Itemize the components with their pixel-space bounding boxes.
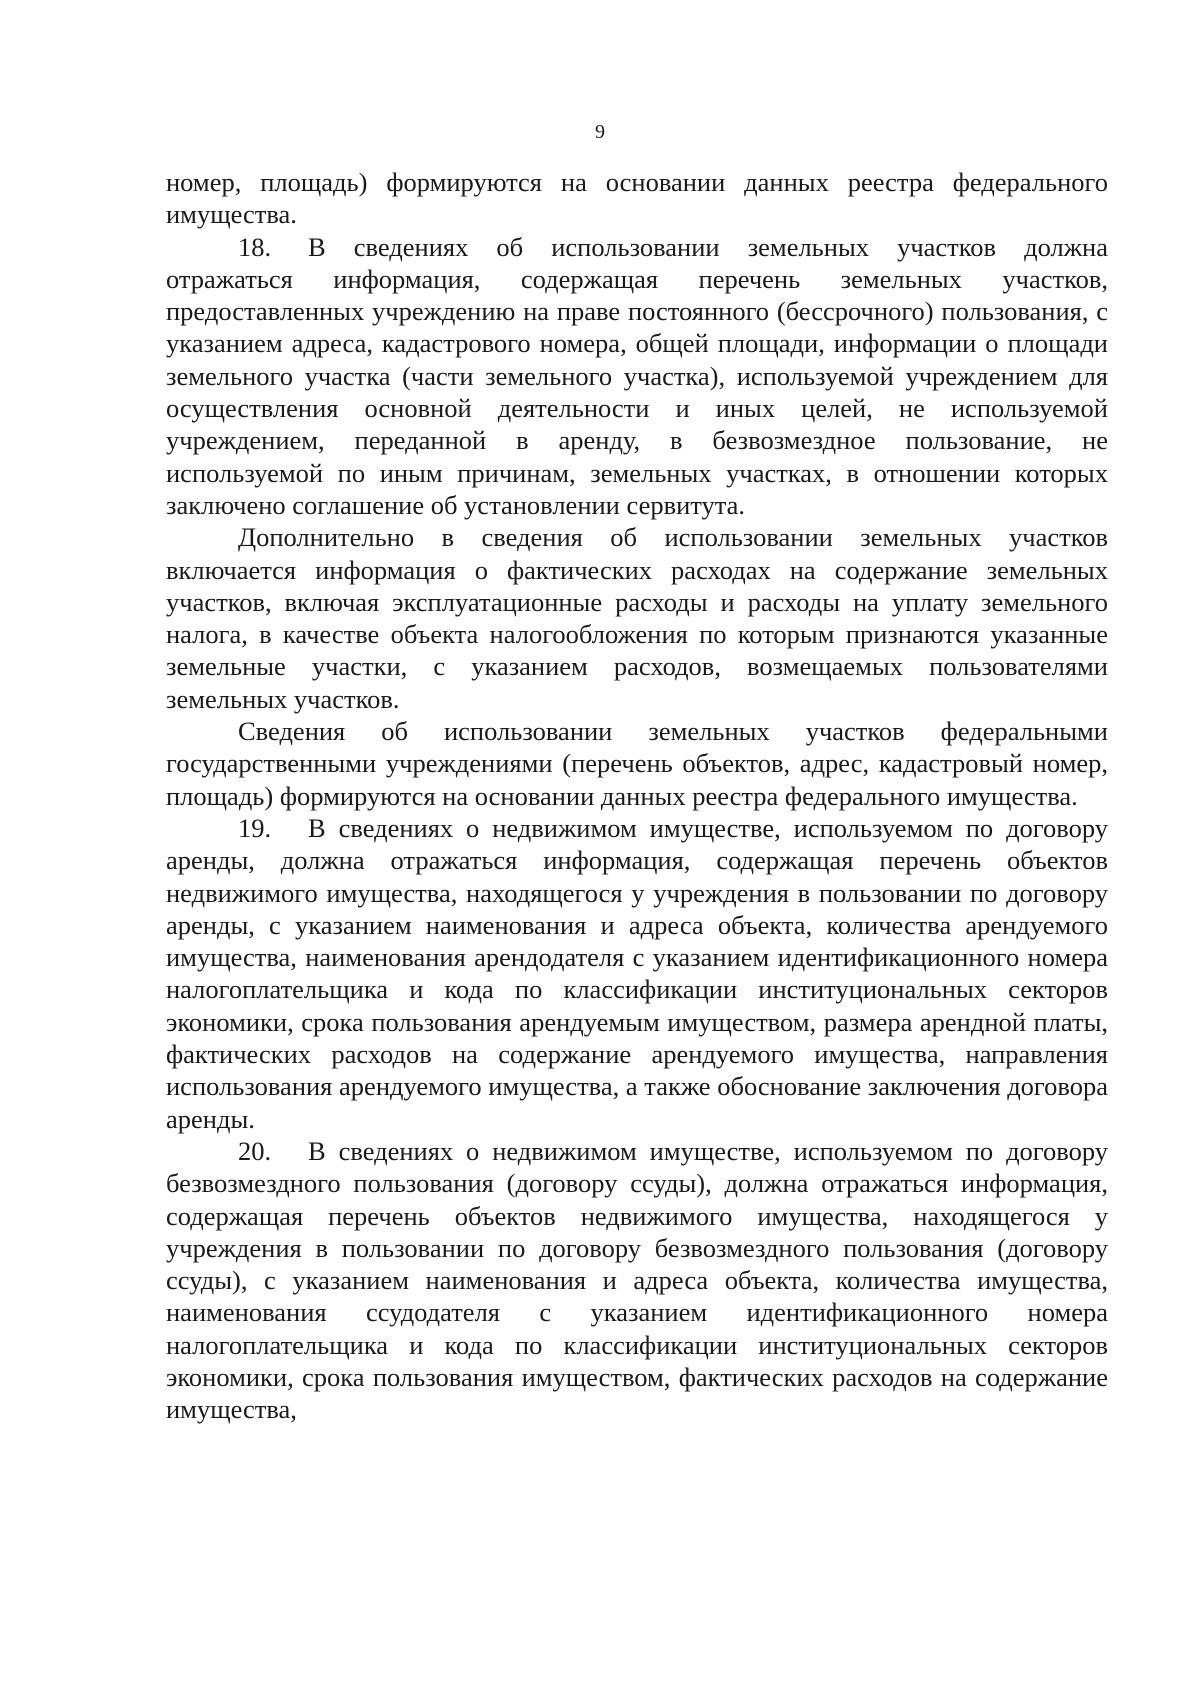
page-number: 9 — [595, 121, 605, 143]
paragraph-20 — [166, 1135, 1108, 1426]
paragraph-18-additional — [166, 521, 1108, 715]
paragraph-text: Дополнительно в сведения об использовании земельных участков включается информация о фактических расходах на содержание земельных участков, включая эксплуатационные расходы и расходы на уплату земельного налога, в качестве объекта налогообложения по которым признаются указанные земельные участки, с указанием расходов, возмещаемых пользователями земельных участков. — [166, 522, 1108, 714]
paragraph-number: 18. — [238, 231, 272, 262]
paragraph-18-federal — [166, 715, 1108, 812]
paragraph-number: 19. — [238, 812, 272, 843]
paragraph-text: В сведениях об использовании земельных участков должна отражаться информация, содержащая перечень земельных участков, предоставленных учреждению на праве постоянного (бессрочного) пользования, с указанием адреса, кадастрового номера, общей площади, информации о площади земельного участка (части земельного участка), используемой учреждением для осуществления основной деятельности и иных целей, не используемой учреждением, переданной в аренду, в безвозмездное пользование, не используемой по иным причинам, земельных участках, в отношении которых заключено соглашение об установлении сервитута. — [166, 231, 1108, 520]
paragraph-text: В сведениях о недвижимом имуществе, используемом по договору аренды, должна отражаться информация, содержащая перечень объектов недвижимого имущества, находящегося у учреждения в пользовании по договору аренды, с указанием наименования и адреса объекта, количества арендуемого имущества, наименования арендодателя с указанием идентификационного номера налогоплательщика и кода по классификации институциональных секторов экономики, срока пользования арендуемым имуществом, размера арендной платы, фактических расходов на содержание арендуемого имущества, направления использования арендуемого имущества, а также обоснование заключения договора аренды. — [166, 812, 1108, 1134]
paragraph-continuation — [166, 166, 1108, 231]
paragraph-19 — [166, 812, 1108, 1135]
paragraph-number: 20. — [238, 1135, 272, 1166]
paragraph-text: Сведения об использовании земельных участков федеральными государственными учреждениями (перечень объектов, адрес, кадастровый номер, площадь) формируются на основании данных реестра федерального имущества. — [166, 716, 1108, 811]
paragraph-text: номер, площадь) формируются на основании данных реестра федерального имущества. — [166, 167, 1108, 230]
paragraph-text: В сведениях о недвижимом имуществе, используемом по договору безвозмездного пользования (договору ссуды), должна отражаться информация, содержащая перечень объектов недвижимого имущества, находящегося у учреждения в пользовании по договору безвозмездного пользования (договору ссуды), с указанием наименования и адреса объекта, количества имущества, наименования ссудодателя с указанием идентификационного номера налогоплательщика и кода по классификации институциональных секторов экономики, срока пользования имуществом, фактических расходов на содержание имущества, — [166, 1135, 1108, 1425]
paragraph-18 — [166, 231, 1108, 522]
document-body — [166, 166, 1108, 1426]
